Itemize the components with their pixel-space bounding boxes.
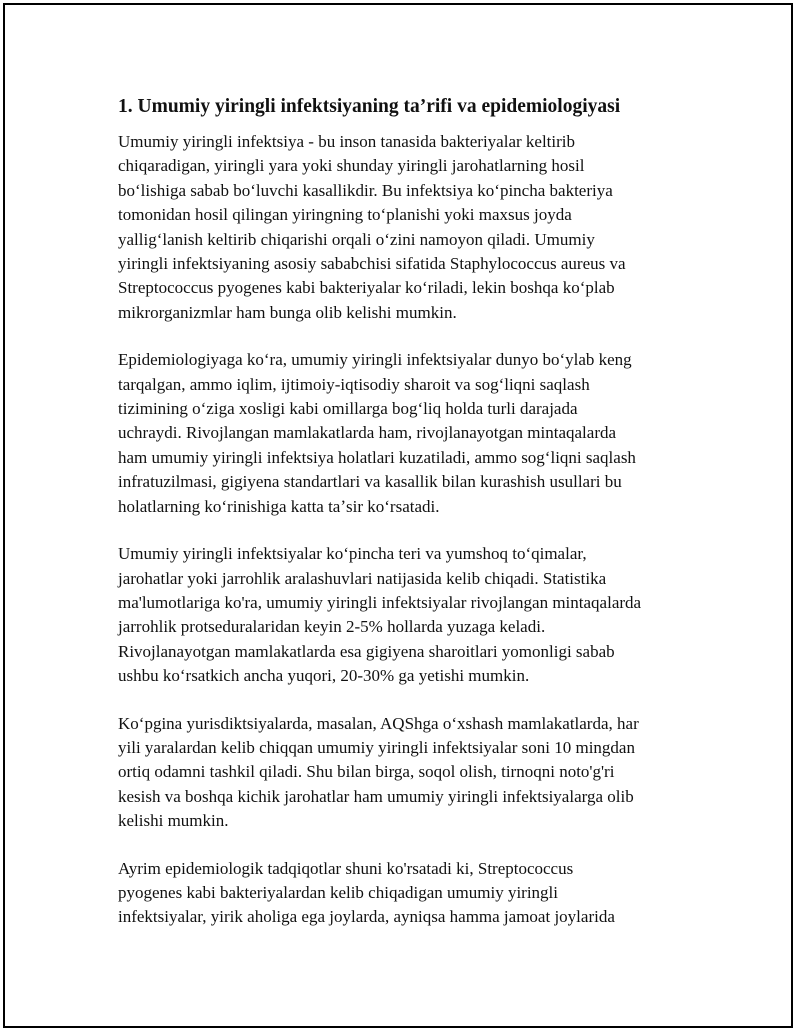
paragraph-definition bbox=[118, 130, 698, 325]
text-line: infektsiyalar, yirik aholiga ega joylarda, ayniqsa hamma jamoat joylarida bbox=[118, 907, 615, 927]
text-line: tarqalgan, ammo iqlim, ijtimoiy-iqtisodiy sharoit va sogʻliqni saqlash bbox=[118, 374, 590, 394]
text-line: jarrohlik protseduralaridan keyin 2-5% hollarda yuzaga keladi. bbox=[118, 617, 546, 637]
text-line: uchraydi. Rivojlangan mamlakatlarda ham, rivojlanayotgan mintaqalarda bbox=[118, 423, 617, 443]
text-line: Umumiy yiringli infektsiya - bu inson tanasida bakteriyalar keltirib bbox=[118, 132, 576, 151]
text-line: holatlarning koʻrinishiga katta taʼsir koʻrsatadi. bbox=[118, 496, 440, 516]
text-line: kesish va boshqa kichik jarohatlar ham umumiy yiringli infektsiyalarga olib bbox=[118, 786, 634, 806]
text-line: Koʻpgina yurisdiktsiyalarda, masalan, AQShga oʻxshash mamlakatlarda, har bbox=[118, 713, 639, 733]
text-line: ham umumiy yiringli infektsiya holatlari kuzatiladi, ammo sogʻliqni saqlash bbox=[118, 447, 636, 467]
text-line: yiringli infektsiyaning asosiy sababchisi sifatida Staphylococcus aureus va bbox=[118, 254, 626, 274]
paragraph-epidemiology bbox=[118, 348, 698, 519]
text-line: tomonidan hosil qilingan yiringning toʻplanishi yoki maxsus joyda bbox=[118, 205, 572, 225]
text-line: yili yaralardan kelib chiqqan umumiy yiringli infektsiyalar soni 10 mingdan bbox=[118, 737, 635, 757]
text-line: Ayrim epidemiologik tadqiqotlar shuni ko'rsatadi ki, Streptococcus bbox=[118, 858, 574, 878]
text-line: infratuzilmasi, gigiyena standartlari va kasallik bilan kurashish usullari bu bbox=[118, 472, 622, 492]
text-line: Rivojlanayotgan mamlakatlarda esa gigiyena sharoitlari yomonligi sabab bbox=[118, 641, 615, 661]
text-line: ortiq odamni tashkil qiladi. Shu bilan birga, soqol olish, tirnoqni noto'g'ri bbox=[118, 762, 615, 782]
text-line: kelishi mumkin. bbox=[118, 811, 229, 831]
text-line: mikrorganizmlar ham bunga olib kelishi mumkin. bbox=[118, 302, 457, 322]
text-line: boʻlishiga sabab boʻluvchi kasallikdir. Bu infektsiya koʻpincha bakteriya bbox=[118, 180, 613, 200]
document-body bbox=[118, 94, 698, 953]
paragraph-studies bbox=[118, 857, 698, 930]
text-line: yalligʻlanish keltirib chiqarishi orqali oʻzini namoyon qiladi. Umumiy bbox=[118, 229, 595, 249]
text-line: jarohatlar yoki jarrohlik aralashuvlari natijasida kelib chiqadi. Statistika bbox=[118, 568, 607, 588]
paragraph-jurisdictions bbox=[118, 712, 698, 834]
text-line: tizimining oʻziga xosligi kabi omillarga bogʻliq holda turli darajada bbox=[118, 399, 578, 419]
text-line: chiqaradigan, yiringli yara yoki shunday yiringli jarohatlarning hosil bbox=[118, 156, 585, 176]
text-line: Epidemiologiyaga koʻra, umumiy yiringli infektsiyalar dunyo boʻylab keng bbox=[118, 350, 632, 370]
text-line: Streptococcus pyogenes kabi bakteriyalar koʻriladi, lekin boshqa koʻplab bbox=[118, 278, 615, 298]
paragraph-statistics bbox=[118, 542, 698, 688]
text-line: ma'lumotlariga ko'ra, umumiy yiringli infektsiyalar rivojlangan mintaqalarda bbox=[118, 592, 642, 612]
text-line: Umumiy yiringli infektsiyalar koʻpincha teri va yumshoq toʻqimalar, bbox=[118, 544, 587, 564]
section-heading: 1. Umumiy yiringli infektsiyaning ta’rifi va epidemiologiyasi bbox=[118, 96, 621, 117]
text-line: ushbu koʻrsatkich ancha yuqori, 20-30% ga yetishi mumkin. bbox=[118, 666, 530, 686]
text-line: pyogenes kabi bakteriyalardan kelib chiqadigan umumiy yiringli bbox=[118, 882, 558, 902]
